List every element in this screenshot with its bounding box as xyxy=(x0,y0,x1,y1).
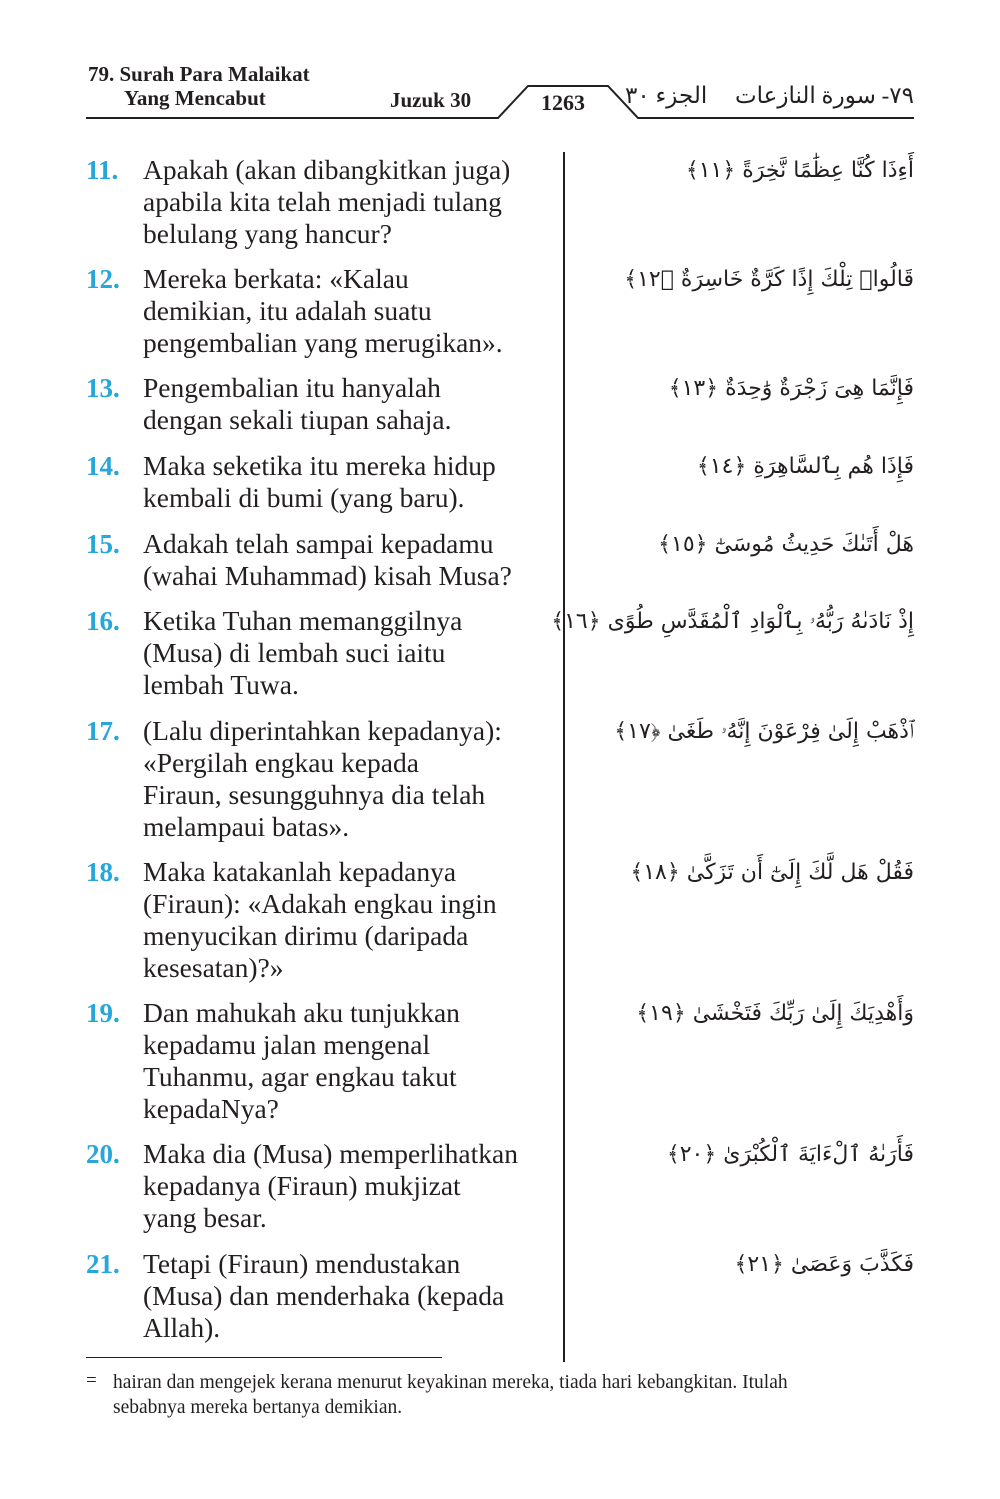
translation-line: Maka seketika itu mereka hidup xyxy=(143,450,496,481)
translation-line: kepadamu jalan mengenal xyxy=(143,1029,431,1060)
verse-number: 18. xyxy=(86,857,120,887)
verse-arabic: ٱذْهَبْ إِلَىٰ فِرْعَوْنَ إِنَّهُۥ طَغَىٰ ﴿١٧﴾ xyxy=(614,719,914,744)
arabic-surah-title: ٧٩- سورة النازعات xyxy=(734,83,914,108)
verse-translation xyxy=(143,1248,563,1344)
translation-line: Tuhanmu, agar engkau takut xyxy=(143,1061,457,1092)
translation-line: Adakah telah sampai kepadamu xyxy=(143,528,494,559)
verse-number: 17. xyxy=(86,716,120,746)
verse-arabic: إِذْ نَادَىٰهُ رَبُّهُۥ بِٱلْوَادِ ٱلْمُقَدَّسِ طُوًى ﴿١٦﴾ xyxy=(551,609,914,634)
verse-translation xyxy=(143,372,563,436)
translation-line: kesesatan)?» xyxy=(143,952,284,983)
translation-line: lembah Tuwa. xyxy=(143,669,299,700)
arabic-juz-label: الجزء ٣٠ xyxy=(625,83,708,108)
translation-line: (Musa) dan menderhaka (kepada xyxy=(143,1280,505,1311)
translation-line: Allah). xyxy=(143,1312,221,1343)
footnote-rule xyxy=(86,1357,442,1358)
verse-arabic: قَالُوا۟ تِلْكَ إِذًا كَرَّةٌ خَاسِرَةٌ ﴿١٢﴾ xyxy=(624,267,914,292)
verse-number: 20. xyxy=(86,1139,120,1169)
verse-arabic: أَءِذَا كُنَّا عِظَٰمًا نَّخِرَةً ﴿١١﴾ xyxy=(685,158,914,183)
translation-line: Apakah (akan dibangkitkan juga) xyxy=(143,154,511,185)
translation-line: (wahai Muhammad) kisah Musa? xyxy=(143,560,512,591)
translation-line: Ketika Tuhan memanggilnya xyxy=(143,605,463,636)
verse-arabic: هَلْ أَتَىٰكَ حَدِيثُ مُوسَىٰٓ ﴿١٥﴾ xyxy=(658,532,914,557)
verse-number: 11. xyxy=(86,155,119,185)
verse-number: 19. xyxy=(86,998,120,1028)
footnote-mark: = xyxy=(86,1370,97,1391)
translation-line: menyucikan dirimu (daripada xyxy=(143,920,469,951)
translation-line: Mereka berkata: «Kalau xyxy=(143,263,409,294)
translation-line: yang besar. xyxy=(143,1202,267,1233)
translation-line: kepadanya (Firaun) mukjizat xyxy=(143,1170,461,1201)
translation-line: kembali di bumi (yang baru). xyxy=(143,482,465,513)
verse-translation xyxy=(143,263,563,359)
verse-translation xyxy=(143,1138,563,1234)
translation-line: Dan mahukah aku tunjukkan xyxy=(143,997,460,1028)
translation-line: (Lalu diperintahkan kepadanya): xyxy=(143,715,502,746)
verse-arabic: وَأَهْدِيَكَ إِلَىٰ رَبِّكَ فَتَخْشَىٰ ﴿١٩﴾ xyxy=(636,1001,914,1026)
verse-arabic: فَأَرَىٰهُ ٱلْءَايَةَ ٱلْكُبْرَىٰ ﴿٢٠﴾ xyxy=(666,1142,914,1167)
translation-line: Maka katakanlah kepadanya xyxy=(143,856,457,887)
translation-line: Maka dia (Musa) memperlihatkan xyxy=(143,1138,518,1169)
verse-number: 12. xyxy=(86,264,120,294)
verse-number: 15. xyxy=(86,529,120,559)
translation-line: kepadaNya? xyxy=(143,1093,279,1124)
translation-line: (Firaun): «Adakah engkau ingin xyxy=(143,888,497,919)
verse-arabic: فَإِنَّمَا هِىَ زَجْرَةٌ وَٰحِدَةٌ ﴿١٣﴾ xyxy=(668,376,914,401)
translation-line: Tetapi (Firaun) mendustakan xyxy=(143,1248,461,1279)
verse-arabic: فَكَذَّبَ وَعَصَىٰ ﴿٢١﴾ xyxy=(734,1252,914,1277)
verse-translation xyxy=(143,605,563,701)
translation-line: «Pergilah engkau kepada xyxy=(143,747,419,778)
translation-line: pengembalian yang merugikan». xyxy=(143,327,503,358)
translation-line: Firaun, sesungguhnya dia telah xyxy=(143,779,486,810)
verse-number: 13. xyxy=(86,373,120,403)
page-header xyxy=(0,0,1000,130)
translation-line: dengan sekali tiupan sahaja. xyxy=(143,404,452,435)
column-divider xyxy=(563,152,565,1362)
verse-translation xyxy=(143,450,563,514)
translation-line: Pengembalian itu hanyalah xyxy=(143,372,441,403)
footnote-line: sebabnya mereka bertanya demikian. xyxy=(113,1397,403,1418)
surah-title-line2: Yang Mencabut xyxy=(124,86,266,110)
header-rule xyxy=(0,0,1000,130)
verse-translation xyxy=(143,997,563,1125)
translation-line: demikian, itu adalah suatu xyxy=(143,295,432,326)
verse-number: 21. xyxy=(86,1249,120,1279)
page-number: 1263 xyxy=(541,90,585,115)
verse-number: 16. xyxy=(86,606,120,636)
surah-title-line1: 79. Surah Para Malaikat xyxy=(88,62,310,86)
verse-arabic: فَإِذَا هُم بِٱلسَّاهِرَةِ ﴿١٤﴾ xyxy=(696,454,914,479)
translation-line: apabila kita telah menjadi tulang xyxy=(143,186,502,217)
footnote-line: hairan dan mengejek kerana menurut keyakinan mereka, tiada hari kebangkitan. Itulah xyxy=(113,1372,788,1393)
translation-line: (Musa) di lembah suci iaitu xyxy=(143,637,446,668)
verse-number: 14. xyxy=(86,451,120,481)
verse-translation xyxy=(143,856,563,984)
verse-arabic: فَقُلْ هَل لَّكَ إِلَىٰٓ أَن تَزَكَّىٰ ﴿١٨﴾ xyxy=(630,860,914,885)
verse-translation xyxy=(143,715,563,843)
verse-translation xyxy=(143,154,563,250)
translation-line: belulang yang hancur? xyxy=(143,218,392,249)
translation-line: melampaui batas». xyxy=(143,811,350,842)
verse-translation xyxy=(143,528,563,592)
juzuk-label: Juzuk 30 xyxy=(390,88,472,112)
footnote-text xyxy=(113,1370,918,1420)
